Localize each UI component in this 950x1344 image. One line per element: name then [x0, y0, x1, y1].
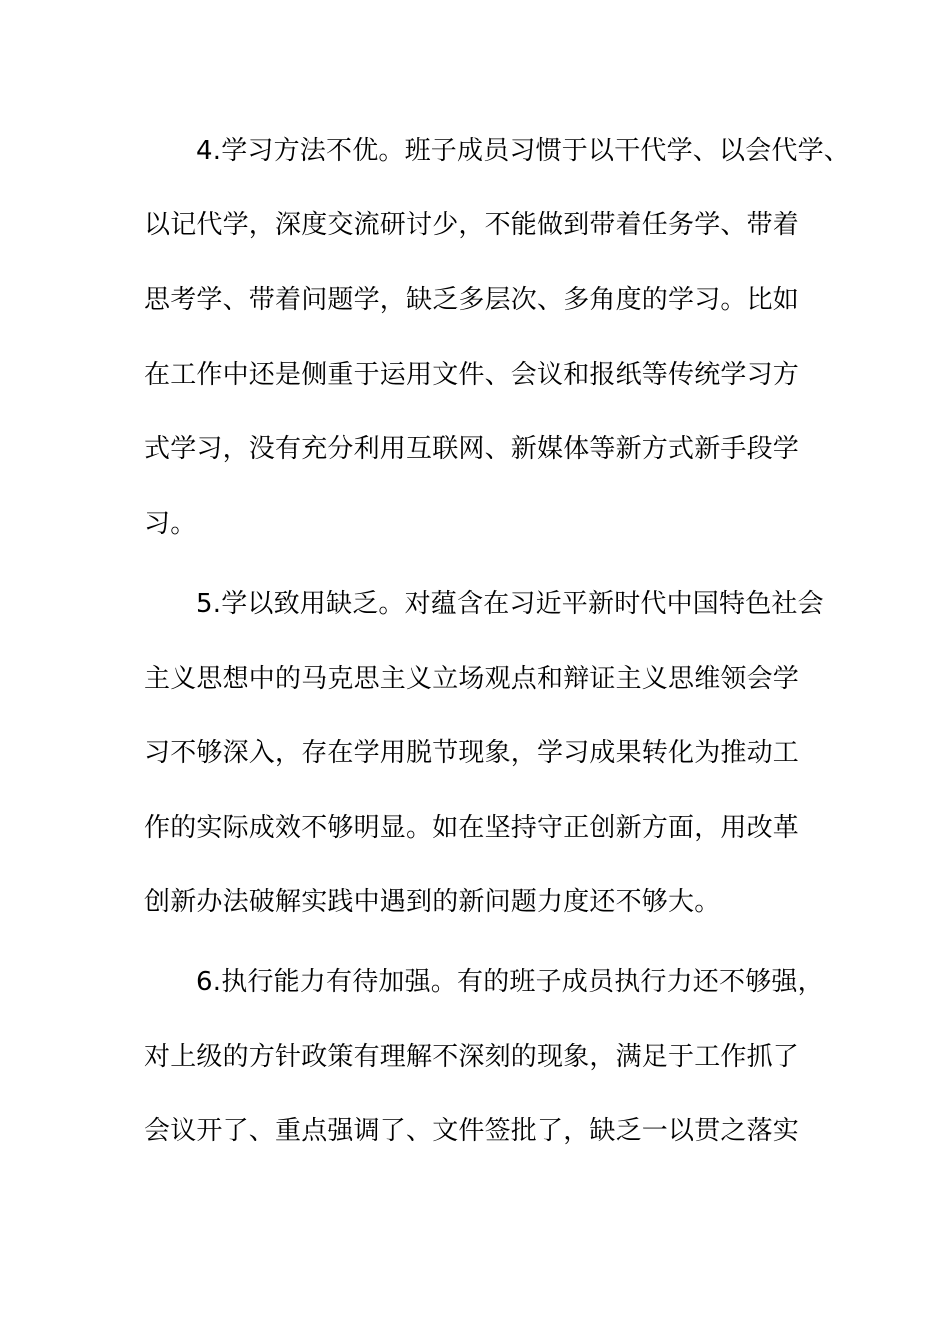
paragraph-6-line-3: 会议开了、重点强调了、文件签批了，缺乏一以贯之落实 [144, 1116, 800, 1146]
paragraph-4-line-4: 在工作中还是侧重于运用文件、会议和报纸等传统学习方 [144, 360, 800, 390]
paragraph-5-line-1: 5.学以致用缺乏。对蕴含在习近平新时代中国特色社会 [196, 589, 824, 619]
paragraph-4-line-1: 4.学习方法不优。班子成员习惯于以干代学、以会代学、 [196, 136, 851, 166]
paragraph-4-line-6: 习。 [144, 509, 197, 539]
paragraph-5-line-5: 创新办法破解实践中遇到的新问题力度还不够大。 [144, 887, 721, 917]
paragraph-5-line-4: 作的实际成效不够明显。如在坚持守正创新方面，用改革 [144, 813, 800, 843]
paragraph-6-line-2: 对上级的方针政策有理解不深刻的现象，满足于工作抓了 [144, 1042, 800, 1072]
paragraph-4-line-2: 以记代学，深度交流研讨少，不能做到带着任务学、带着 [144, 210, 800, 240]
paragraph-4-line-3: 思考学、带着问题学，缺乏多层次、多角度的学习。比如 [144, 285, 800, 315]
paragraph-5-line-3: 习不够深入，存在学用脱节现象，学习成果转化为推动工 [144, 738, 800, 768]
paragraph-6-line-1: 6.执行能力有待加强。有的班子成员执行力还不够强， [196, 967, 824, 997]
paragraph-5-line-2: 主义思想中的马克思主义立场观点和辩证主义思维领会学 [144, 664, 800, 694]
paragraph-4-line-5: 式学习，没有充分利用互联网、新媒体等新方式新手段学 [144, 434, 800, 464]
